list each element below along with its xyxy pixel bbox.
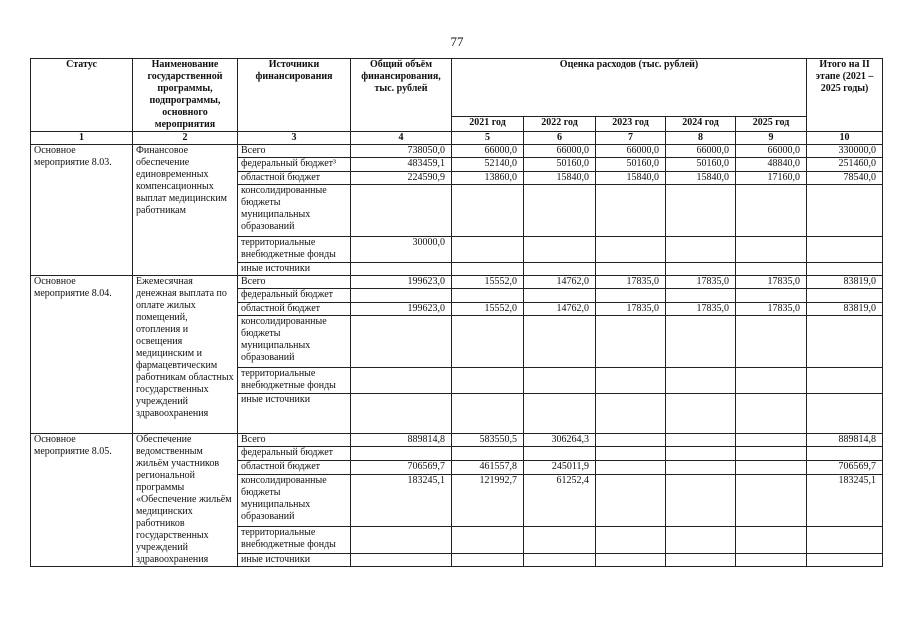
- source-cell: иные источники: [238, 553, 351, 566]
- value-cell: [736, 368, 807, 394]
- value-cell: 251460,0: [807, 158, 883, 172]
- header-estimate: Оценка расходов (тыс. рублей): [452, 59, 807, 117]
- status-cell: Основное мероприятие 8.04.: [31, 276, 133, 434]
- value-cell: [351, 527, 452, 553]
- value-cell: [596, 553, 666, 566]
- value-cell: 483459,1: [351, 158, 452, 172]
- source-cell: территориальные внебюджетные фонды: [238, 237, 351, 263]
- value-cell: 83819,0: [807, 303, 883, 316]
- header-year: 2024 год: [666, 116, 736, 131]
- value-cell: [807, 527, 883, 553]
- value-cell: 52140,0: [452, 158, 524, 172]
- value-cell: 17835,0: [736, 276, 807, 289]
- header-itogo: Итого на II этапе (2021 – 2025 годы): [807, 59, 883, 132]
- value-cell: [807, 237, 883, 263]
- source-cell: консолидированные бюджеты муниципальных образований: [238, 316, 351, 368]
- col-number: 4: [351, 132, 452, 145]
- header-status: Статус: [31, 59, 133, 132]
- value-cell: [524, 289, 596, 303]
- value-cell: 461557,8: [452, 461, 524, 474]
- value-cell: [524, 553, 596, 566]
- value-cell: [524, 527, 596, 553]
- header-name: Наименование государственной программы, подпрограммы, основного мероприятия: [133, 59, 238, 132]
- value-cell: [452, 185, 524, 237]
- value-cell: [807, 316, 883, 368]
- source-cell: областной бюджет: [238, 461, 351, 474]
- value-cell: [524, 316, 596, 368]
- header-year: 2023 год: [596, 116, 666, 131]
- value-cell: [736, 185, 807, 237]
- value-cell: [666, 185, 736, 237]
- value-cell: [452, 237, 524, 263]
- value-cell: [666, 447, 736, 461]
- source-cell: областной бюджет: [238, 172, 351, 185]
- value-cell: 66000,0: [452, 145, 524, 158]
- header-year: 2025 год: [736, 116, 807, 131]
- col-number: 3: [238, 132, 351, 145]
- value-cell: [452, 263, 524, 276]
- source-cell: федеральный бюджет: [238, 289, 351, 303]
- value-cell: [524, 185, 596, 237]
- value-cell: [666, 263, 736, 276]
- table-row: [31, 434, 883, 447]
- table-body: [31, 132, 883, 567]
- col-number: 2: [133, 132, 238, 145]
- value-cell: [351, 394, 452, 434]
- value-cell: 199623,0: [351, 303, 452, 316]
- value-cell: [596, 394, 666, 434]
- value-cell: [596, 316, 666, 368]
- value-cell: 66000,0: [524, 145, 596, 158]
- program-name-cell: Ежемесячная денежная выплата по оплате жилых помещений, отопления и освещения медицинским и фармацевтическим работникам областных государственных учреждений здравоохранения: [133, 276, 238, 434]
- value-cell: 183245,1: [807, 474, 883, 527]
- value-cell: [351, 263, 452, 276]
- source-cell: федеральный бюджет: [238, 447, 351, 461]
- value-cell: 15840,0: [524, 172, 596, 185]
- value-cell: [452, 394, 524, 434]
- value-cell: [351, 553, 452, 566]
- value-cell: [666, 394, 736, 434]
- header-total: Общий объём финансирования, тыс. рублей: [351, 59, 452, 132]
- value-cell: [807, 185, 883, 237]
- value-cell: 17160,0: [736, 172, 807, 185]
- value-cell: [736, 553, 807, 566]
- col-number: 9: [736, 132, 807, 145]
- value-cell: [524, 368, 596, 394]
- value-cell: 15840,0: [596, 172, 666, 185]
- value-cell: [736, 527, 807, 553]
- value-cell: [524, 237, 596, 263]
- value-cell: 17835,0: [596, 276, 666, 289]
- value-cell: 245011,9: [524, 461, 596, 474]
- header-year: 2022 год: [524, 116, 596, 131]
- value-cell: [807, 289, 883, 303]
- column-numbers-row: [31, 132, 883, 145]
- value-cell: 330000,0: [807, 145, 883, 158]
- value-cell: 738050,0: [351, 145, 452, 158]
- value-cell: 306264,3: [524, 434, 596, 447]
- value-cell: 889814,8: [807, 434, 883, 447]
- value-cell: [666, 434, 736, 447]
- value-cell: [736, 289, 807, 303]
- value-cell: 50160,0: [524, 158, 596, 172]
- col-number: 10: [807, 132, 883, 145]
- value-cell: 17835,0: [736, 303, 807, 316]
- value-cell: [452, 289, 524, 303]
- value-cell: 50160,0: [666, 158, 736, 172]
- value-cell: [452, 368, 524, 394]
- value-cell: [452, 316, 524, 368]
- value-cell: [736, 394, 807, 434]
- source-cell: Всего: [238, 276, 351, 289]
- value-cell: [596, 368, 666, 394]
- value-cell: 17835,0: [596, 303, 666, 316]
- page-number: 77: [450, 34, 464, 49]
- value-cell: [736, 316, 807, 368]
- source-cell: Всего: [238, 145, 351, 158]
- value-cell: [807, 394, 883, 434]
- value-cell: 706569,7: [807, 461, 883, 474]
- status-cell: Основное мероприятие 8.03.: [31, 145, 133, 276]
- source-cell: иные источники: [238, 394, 351, 434]
- source-cell: областной бюджет: [238, 303, 351, 316]
- value-cell: 61252,4: [524, 474, 596, 527]
- value-cell: [736, 447, 807, 461]
- status-cell: Основное мероприятие 8.05.: [31, 434, 133, 567]
- table-row: [31, 145, 883, 158]
- source-cell: консолидированные бюджеты муниципальных образований: [238, 474, 351, 527]
- value-cell: [351, 316, 452, 368]
- value-cell: [807, 447, 883, 461]
- value-cell: [807, 553, 883, 566]
- value-cell: 15840,0: [666, 172, 736, 185]
- value-cell: 706569,7: [351, 461, 452, 474]
- value-cell: 14762,0: [524, 276, 596, 289]
- financing-table: [30, 58, 883, 567]
- value-cell: [596, 447, 666, 461]
- col-number: 5: [452, 132, 524, 145]
- col-number: 7: [596, 132, 666, 145]
- value-cell: [666, 527, 736, 553]
- value-cell: 121992,7: [452, 474, 524, 527]
- value-cell: 17835,0: [666, 276, 736, 289]
- value-cell: [351, 289, 452, 303]
- source-cell: иные источники: [238, 263, 351, 276]
- value-cell: 48840,0: [736, 158, 807, 172]
- value-cell: [596, 263, 666, 276]
- value-cell: [452, 447, 524, 461]
- value-cell: [596, 461, 666, 474]
- value-cell: [596, 474, 666, 527]
- value-cell: [736, 263, 807, 276]
- source-cell: консолидированные бюджеты муниципальных образований: [238, 185, 351, 237]
- value-cell: [807, 368, 883, 394]
- source-cell: территориальные внебюджетные фонды: [238, 527, 351, 553]
- value-cell: 30000,0: [351, 237, 452, 263]
- program-name-cell: Финансовое обеспечение единовременных компенсационных выплат медицинским работникам: [133, 145, 238, 276]
- value-cell: 13860,0: [452, 172, 524, 185]
- value-cell: 14762,0: [524, 303, 596, 316]
- value-cell: 224590,9: [351, 172, 452, 185]
- value-cell: [596, 185, 666, 237]
- value-cell: [666, 461, 736, 474]
- program-name-cell: Обеспечение ведомственным жильём участников региональной программы «Обеспечение жильём медицинских работников государственных учреждений здравоохранения: [133, 434, 238, 567]
- value-cell: [736, 237, 807, 263]
- value-cell: [666, 237, 736, 263]
- value-cell: [736, 434, 807, 447]
- value-cell: 66000,0: [736, 145, 807, 158]
- header-sources: Источники финансирования: [238, 59, 351, 132]
- value-cell: [596, 289, 666, 303]
- value-cell: [736, 474, 807, 527]
- value-cell: 183245,1: [351, 474, 452, 527]
- value-cell: 15552,0: [452, 303, 524, 316]
- value-cell: [736, 461, 807, 474]
- value-cell: 78540,0: [807, 172, 883, 185]
- value-cell: [351, 185, 452, 237]
- value-cell: [666, 289, 736, 303]
- value-cell: 66000,0: [596, 145, 666, 158]
- value-cell: [351, 447, 452, 461]
- value-cell: 66000,0: [666, 145, 736, 158]
- value-cell: [596, 237, 666, 263]
- value-cell: [666, 553, 736, 566]
- source-cell: федеральный бюджет³: [238, 158, 351, 172]
- header-year: 2021 год: [452, 116, 524, 131]
- value-cell: [596, 527, 666, 553]
- value-cell: 15552,0: [452, 276, 524, 289]
- col-number: 1: [31, 132, 133, 145]
- source-cell: территориальные внебюджетные фонды: [238, 368, 351, 394]
- value-cell: 83819,0: [807, 276, 883, 289]
- table-row: [31, 276, 883, 289]
- value-cell: [452, 527, 524, 553]
- col-number: 8: [666, 132, 736, 145]
- value-cell: [524, 263, 596, 276]
- value-cell: [351, 368, 452, 394]
- value-cell: [524, 447, 596, 461]
- value-cell: [666, 368, 736, 394]
- value-cell: 17835,0: [666, 303, 736, 316]
- value-cell: 583550,5: [452, 434, 524, 447]
- value-cell: 199623,0: [351, 276, 452, 289]
- value-cell: 50160,0: [596, 158, 666, 172]
- value-cell: [666, 474, 736, 527]
- value-cell: 889814,8: [351, 434, 452, 447]
- col-number: 6: [524, 132, 596, 145]
- value-cell: [596, 434, 666, 447]
- value-cell: [666, 316, 736, 368]
- value-cell: [524, 394, 596, 434]
- source-cell: Всего: [238, 434, 351, 447]
- value-cell: [452, 553, 524, 566]
- value-cell: [807, 263, 883, 276]
